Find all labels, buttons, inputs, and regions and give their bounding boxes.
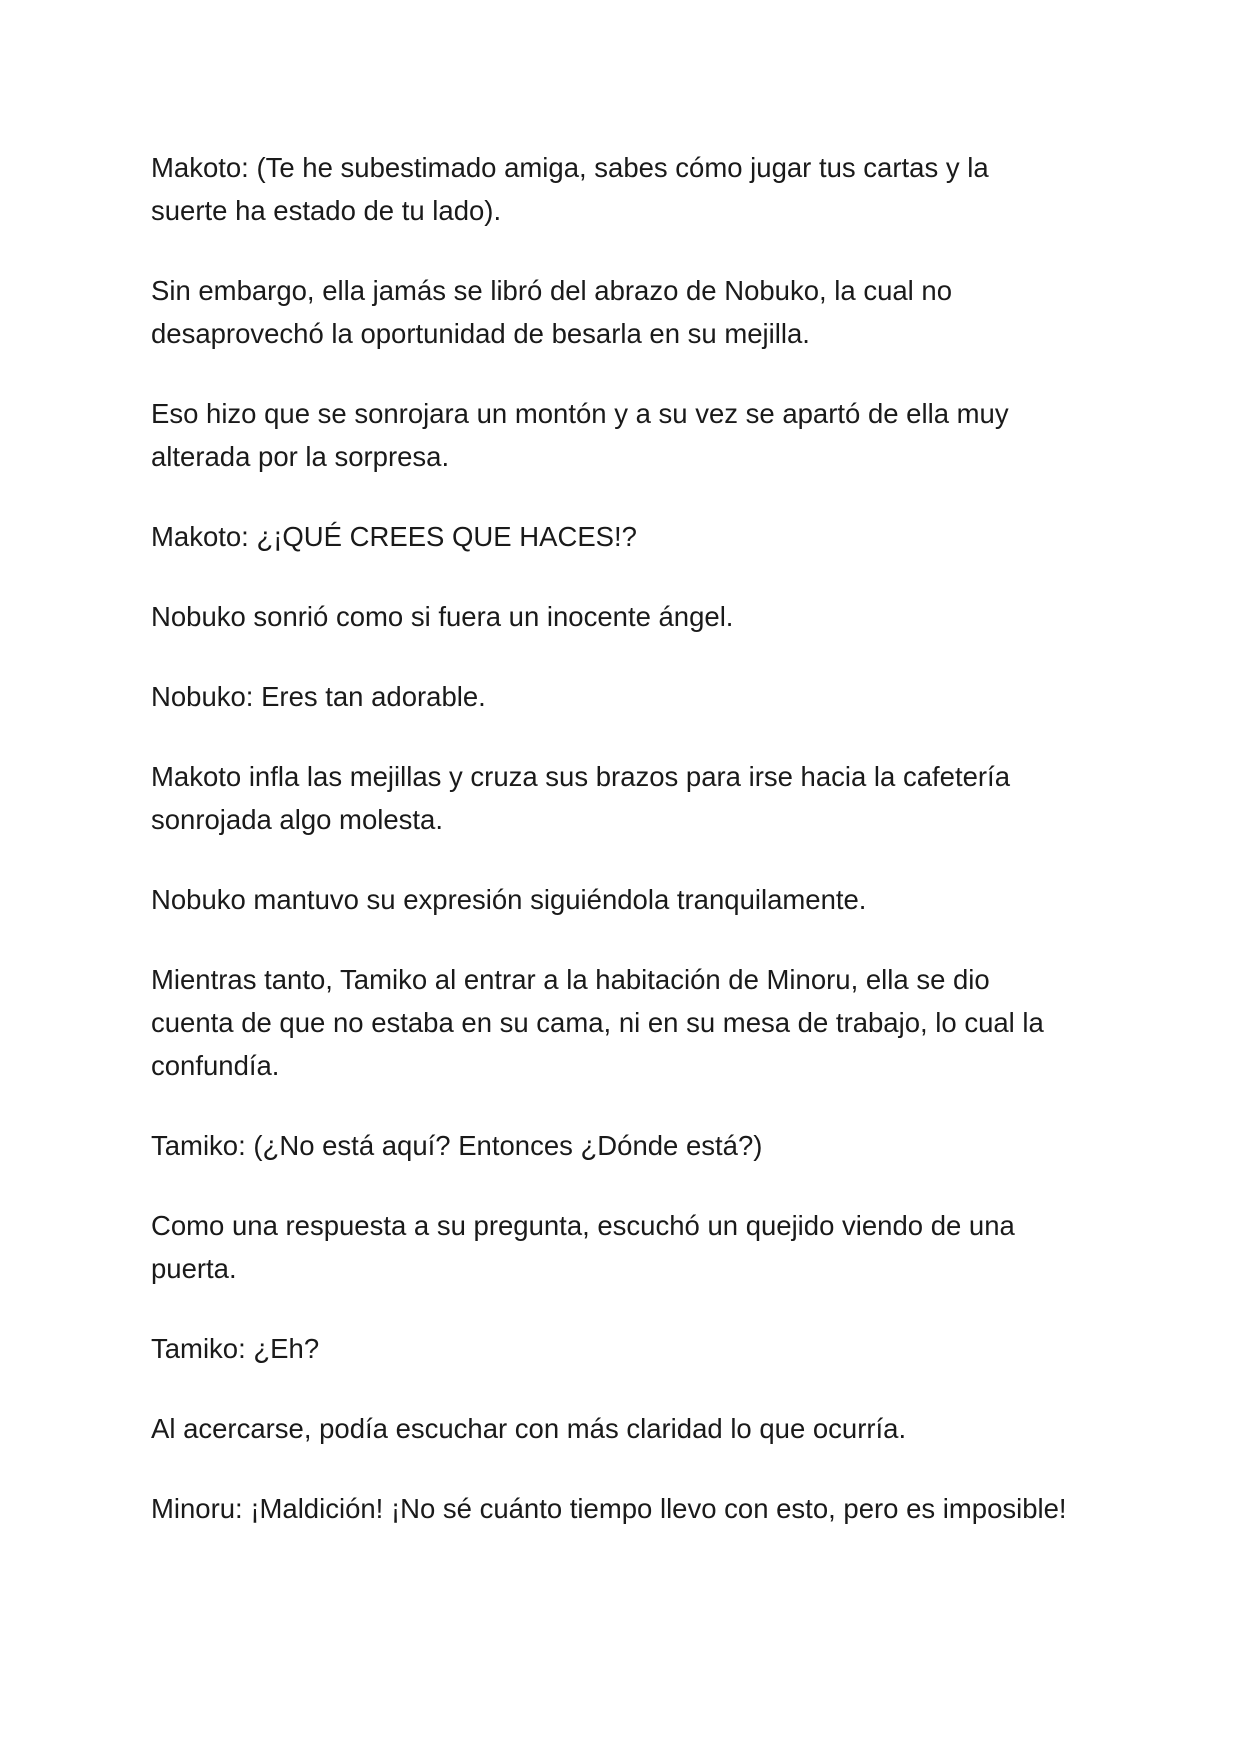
paragraph: Makoto: ¿¡QUÉ CREES QUE HACES!? — [151, 521, 637, 552]
paragraph: Sin embargo, ella jamás se libró del abrazo de Nobuko, la cual no desaprovechó la oportunidad de besarla en su mejilla. — [151, 275, 953, 349]
paragraph: Tamiko: ¿Eh? — [151, 1333, 320, 1364]
paragraph: Makoto infla las mejillas y cruza sus brazos para irse hacia la cafetería sonrojada algo molesta. — [151, 761, 1010, 835]
paragraph: Como una respuesta a su pregunta, escuchó un quejido viendo de una puerta. — [151, 1210, 1015, 1284]
paragraph: Nobuko: Eres tan adorable. — [151, 681, 486, 712]
paragraph: Nobuko sonrió como si fuera un inocente ángel. — [151, 601, 734, 632]
paragraph: Al acercarse, podía escuchar con más claridad lo que ocurría. — [151, 1413, 907, 1444]
paragraph: Mientras tanto, Tamiko al entrar a la habitación de Minoru, ella se dio cuenta de que no estaba en su cama, ni en su mesa de trabajo, lo cual la confundía. — [151, 964, 1044, 1081]
document-body — [151, 146, 1111, 1567]
paragraph: Nobuko mantuvo su expresión siguiéndola tranquilamente. — [151, 884, 867, 915]
paragraph: Minoru: ¡Maldición! ¡No sé cuánto tiempo llevo con esto, pero es imposible! — [151, 1493, 1067, 1524]
paragraph: Makoto: (Te he subestimado amiga, sabes cómo jugar tus cartas y la suerte ha estado de tu lado). — [151, 152, 989, 226]
paragraph: Tamiko: (¿No está aquí? Entonces ¿Dónde está?) — [151, 1130, 763, 1161]
paragraph: Eso hizo que se sonrojara un montón y a su vez se apartó de ella muy alterada por la sorpresa. — [151, 398, 1009, 472]
